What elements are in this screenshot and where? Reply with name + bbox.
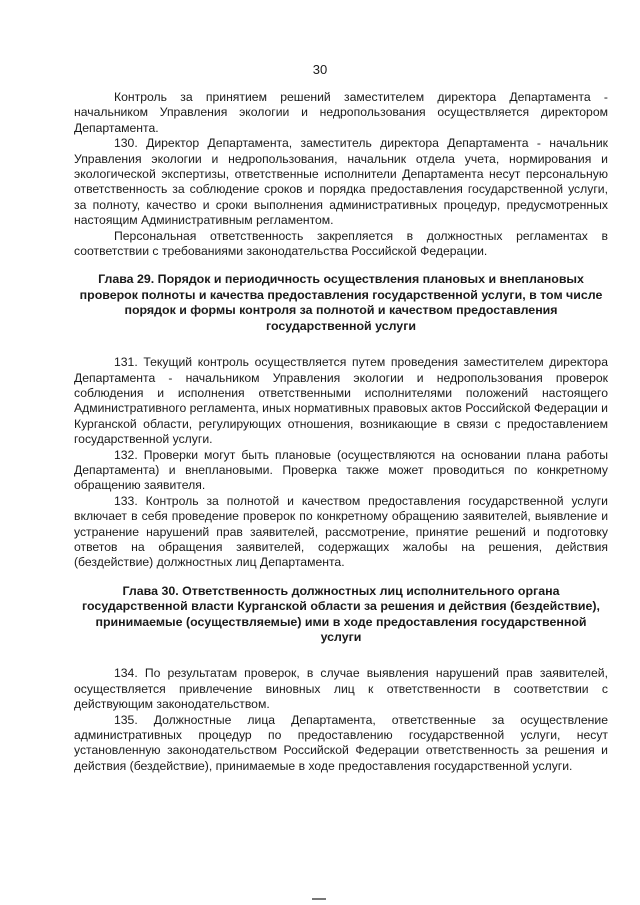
paragraph-132: 132. Проверки могут быть плановые (осуществляются на основании плана работы Департамента) и внеплановыми. Проверка также может проводиться по конкретному обращению заявителя. (74, 447, 608, 493)
chapter-30-title: Глава 30. Ответственность должностных лиц исполнительного органа государственной власти Курганской области за решения и действия (бездействие), принимаемые (осуществляемые) ими в ходе предоставления государственной услуги (82, 583, 600, 644)
paragraph-135: 135. Должностные лица Департамента, ответственные за осуществление административных процедур по предоставлению государственной услуги, несут установленную законодательством Российской Федерации ответственность за решения и действия (бездействие), принимаемые в ходе предоставления государственной услуги. (74, 712, 608, 773)
page-number: 30 (312, 62, 328, 77)
chapter-29-title: Глава 29. Порядок и периодичность осуществления плановых и внеплановых проверок полноты и качества предоставления государственной услуги, в том числе порядок и формы контроля за полнотой и качеством предоставления государственной услуги (79, 272, 603, 333)
paragraph-133: 133. Контроль за полнотой и качеством предоставления государственной услуги включает в себя проведение проверок по конкретному обращению заявителей, выявление и устранение нарушений прав заявителей, рассмотрение, принятие решений и подготовку ответов на обращения заявителей, содержащих жалобы на решения, действия (бездействие) должностных лиц Департамента. (74, 493, 608, 570)
paragraph-130: 130. Директор Департамента, заместитель директора Департамента - начальник Управления экологии и недропользования, начальник отдела учета, нормирования и экологической экспертизы, ответственные исполнители Департамента несут персональную ответственность за соблюдение сроков и порядка предоставления государственной услуги, за полноту, качество и сроки выполнения административных процедур, предусмотренных настоящим Административным регламентом. (74, 136, 608, 228)
intro-paragraph-1: Контроль за принятием решений заместителем директора Департамента - начальником Управления экологии и недропользования осуществляется директором Департамента. (74, 90, 608, 135)
page-bottom-mark (312, 898, 326, 900)
document-body (74, 90, 608, 774)
paragraph-131: 131. Текущий контроль осуществляется путем проведения заместителем директора Департамента - начальником Управления экологии и недропользования проверок соблюдения и исполнения ответственными исполнителями положений настоящего Административного регламента, иных нормативных правовых актов Российской Федерации и Курганской области, регулирующих отношения, возникающие в связи с предоставлением государственной услуги. (74, 355, 608, 447)
paragraph-134: 134. По результатам проверок, в случае выявления нарушений прав заявителей, осуществляется привлечение виновных лиц к ответственности в соответствии с действующим законодательством. (74, 666, 608, 712)
intro-paragraph-3: Персональная ответственность закрепляется в должностных регламентах в соответствии с требованиями законодательства Российской Федерации. (74, 228, 608, 259)
